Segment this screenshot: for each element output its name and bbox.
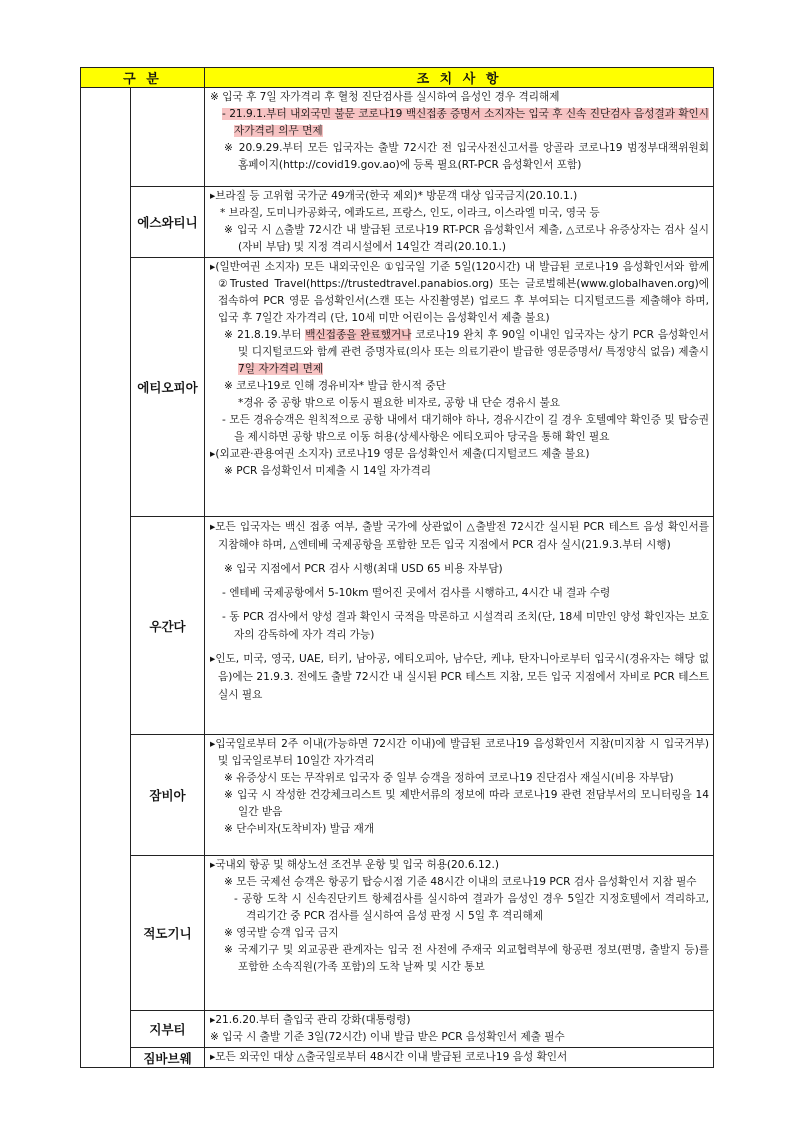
note-line: ※ 단수비자(도착비자) 발급 재개 [224,823,375,835]
star-line: *경유 중 공항 밖으로 이동시 필요한 비자로, 공항 내 단순 경유시 불요 [238,397,561,409]
country-cell: 에스와티니 [131,187,205,258]
country-cell: 지부티 [131,1011,205,1048]
sub-line: - 동 PCR 검사에서 양성 결과 확인시 국적을 막론하고 시설격리 조치(단, 18세 미만인 양성 확인자는 보호자의 감독하에 자가 격리 가능) [222,611,709,641]
content-cell [205,88,714,187]
country-cell: 짐바브웨 [131,1048,205,1068]
sub-line: - 모든 경유승객은 원칙적으로 공항 내에서 대기해야 하나, 경유시간이 길 경우 호텔예약 확인증 및 탑승권을 제시하면 공항 밖으로 이동 허용(상세사항은 에티오피아 당국을 통해 확인 필요 [222,414,709,443]
bullet-line: ▸21.6.20.부터 출입국 관리 강화(대통령령) [210,1014,411,1026]
bullet-line: ▸국내외 항공 및 해상노선 조건부 운항 및 입국 허용(20.6.12.) [210,859,499,871]
bullet-line: ▸인도, 미국, 영국, UAE, 터키, 남아공, 에티오피아, 남수단, 케냐, 탄자니아로부터 입국시(경유자는 해당 없음)에는 21.9.3. 전에도 출발 72시간 내 실시된 PCR 테스트 지참, 모든 입국 지점에서 자비로 PCR 테스트 실시 필요 [210,653,709,701]
country-cell: 우간다 [131,517,205,735]
measures-table [80,67,714,1068]
table-row [81,735,714,856]
country-cell: 적도기니 [131,856,205,1011]
text-span: ※ 21.8.19.부터 [224,329,306,341]
bullet-line: ▸모든 외국인 대상 △출국일로부터 48시간 이내 발급된 코로나19 음성 확인서 [210,1051,568,1063]
table-row [81,1048,714,1068]
note-line [210,327,709,378]
country-cell: 에티오피아 [131,258,205,517]
table-header-row [81,68,714,88]
bullet-line: ▸브라질 등 고위험 국가군 49개국(한국 제외)* 방문객 대상 입국금지(20.10.1.) [210,190,578,202]
sub-line: - 엔테베 국제공항에서 5-10km 떨어진 곳에서 검사를 시행하고, 4시간 내 결과 수령 [222,587,611,599]
content-cell [205,258,714,517]
content-cell [205,735,714,856]
note-line: ※ 20.9.29.부터 모든 입국자는 출발 72시간 전 입국사전신고서를 앙골라 코로나19 범정부대책위원회 홈페이지(http://covid19.gov.ao)에 등록 필요(RT-PCR 음성확인서 포함) [224,142,709,171]
bullet-line: ▸입국일로부터 2주 이내(가능하면 72시간 이내)에 발급된 코로나19 음성확인서 지참(미지참 시 입국거부) 및 입국일로부터 10일간 자가격리 [210,738,709,767]
bullet-line: ▸모든 입국자는 백신 접종 여부, 출발 국가에 상관없이 △출발전 72시간 실시된 PCR 테스트 음성 확인서를 지참해야 하며, △엔테베 국제공항을 포함한 모든 입국 지점에서 PCR 검사 실시(21.9.3.부터 시행) [210,521,709,551]
bullet-line: ▸(외교관·관용여권 소지자) 코로나19 영문 음성확인서 제출(디지털코드 제출 불요) [210,448,590,460]
country-cell-angola [131,88,205,187]
header-category: 구 분 [81,68,205,88]
table-row [81,187,714,258]
content-cell [205,1011,714,1048]
note-line: ※ 영국발 승객 입국 금지 [224,927,339,939]
region-cell [81,88,131,1068]
country-cell: 잠비아 [131,735,205,856]
table-row [81,1011,714,1048]
note-line: ※ 입국 시 작성한 건강체크리스트 및 제반서류의 정보에 따라 코로나19 관련 전담부서의 모니터링을 14일간 받음 [224,789,709,818]
note-line: ※ 입국 지점에서 PCR 검사 시행(최대 USD 65 비용 자부담) [224,563,503,575]
content-cell [205,517,714,735]
note-line: ※ 모든 국제선 승객은 항공기 탑승시점 기준 48시간 이내의 코로나19 PCR 검사 음성확인서 지참 필수 [224,876,697,888]
content-cell [205,187,714,258]
text-span: 코로나19 완치 후 90일 이내인 입국자는 상기 PCR 음성확인서 및 디지털코드와 함께 관련 증명자료(의사 또는 의료기관이 발급한 영문증명서/ 특정양식 없음) 제출시 [238,329,709,358]
content-cell [205,1048,714,1068]
table-row [81,856,714,1011]
note-line: ※ 코로나19로 인해 경유비자* 발급 한시적 중단 [224,380,446,392]
table-row [81,258,714,517]
bullet-line: ▸(일반여권 소지자) 모든 내외국인은 ①입국일 기준 5일(120시간) 내 발급된 코로나19 음성확인서와 함께 ②Trusted Travel(https://trustedtravel.panabios.org) 또는 글로벌헤븐(www.globalhaven.org)에 접속하여 PCR 영문 음성확인서(스캔 또는 사진촬영본) 업로드 후 부여되는 디지털코드를 제출해야 하며, 입국 후 7일간 자가격리 (단, 10세 미만 어린이는 음성확인서 제출 불요) [210,261,709,324]
note-line: ※ 입국 시 출발 기준 3일(72시간) 이내 발급 받은 PCR 음성확인서 제출 필수 [210,1031,565,1043]
content-cell [205,856,714,1011]
table-row [81,88,714,187]
highlight-text: 7일 자가격리 면제 [238,363,324,375]
star-line: * 브라질, 도미니카공화국, 에콰도르, 프랑스, 인도, 이라크, 이스라엘 미국, 영국 등 [220,207,600,219]
note-line: ※ 국제기구 및 외교공관 관계자는 입국 전 사전에 주재국 외교협력부에 항공편 정보(편명, 출발지 등)를 포함한 소속직원(가족 포함)의 도착 날짜 및 시간 통보 [224,944,709,973]
table-row [81,517,714,735]
sub-line: - 공항 도착 시 신속진단키트 항체검사를 실시하여 결과가 음성인 경우 5일간 지정호텔에서 격리하고, 격리기간 중 PCR 검사를 실시하여 음성 판정 시 5일 후 격리해제 [234,893,709,922]
sub-line [210,106,709,140]
header-measures: 조 치 사 항 [205,68,714,88]
note-line: ※ 입국 후 7일 자가격리 후 혈청 진단검사를 실시하여 음성인 경우 격리해제 [210,91,560,103]
highlight-text: - 21.9.1.부터 내외국민 불문 코로나19 백신접종 증명서 소지자는 입국 후 신속 진단검사 음성결과 확인시 자가격리 의무 면제 [222,108,710,137]
note-line: ※ 유증상시 또는 무작위로 입국자 중 일부 승객을 정하여 코로나19 진단검사 재실시(비용 자부담) [224,772,674,784]
note-line: ※ 입국 시 △출발 72시간 내 발급된 코로나19 RT-PCR 음성확인서 제출, △코로나 유증상자는 검사 실시(자비 부담) 및 지정 격리시설에서 14일간 격리(20.10.1.) [224,224,709,253]
highlight-text: 백신접종을 완료했거나 [305,329,412,341]
note-line: ※ PCR 음성확인서 미제출 시 14일 자가격리 [224,465,431,477]
